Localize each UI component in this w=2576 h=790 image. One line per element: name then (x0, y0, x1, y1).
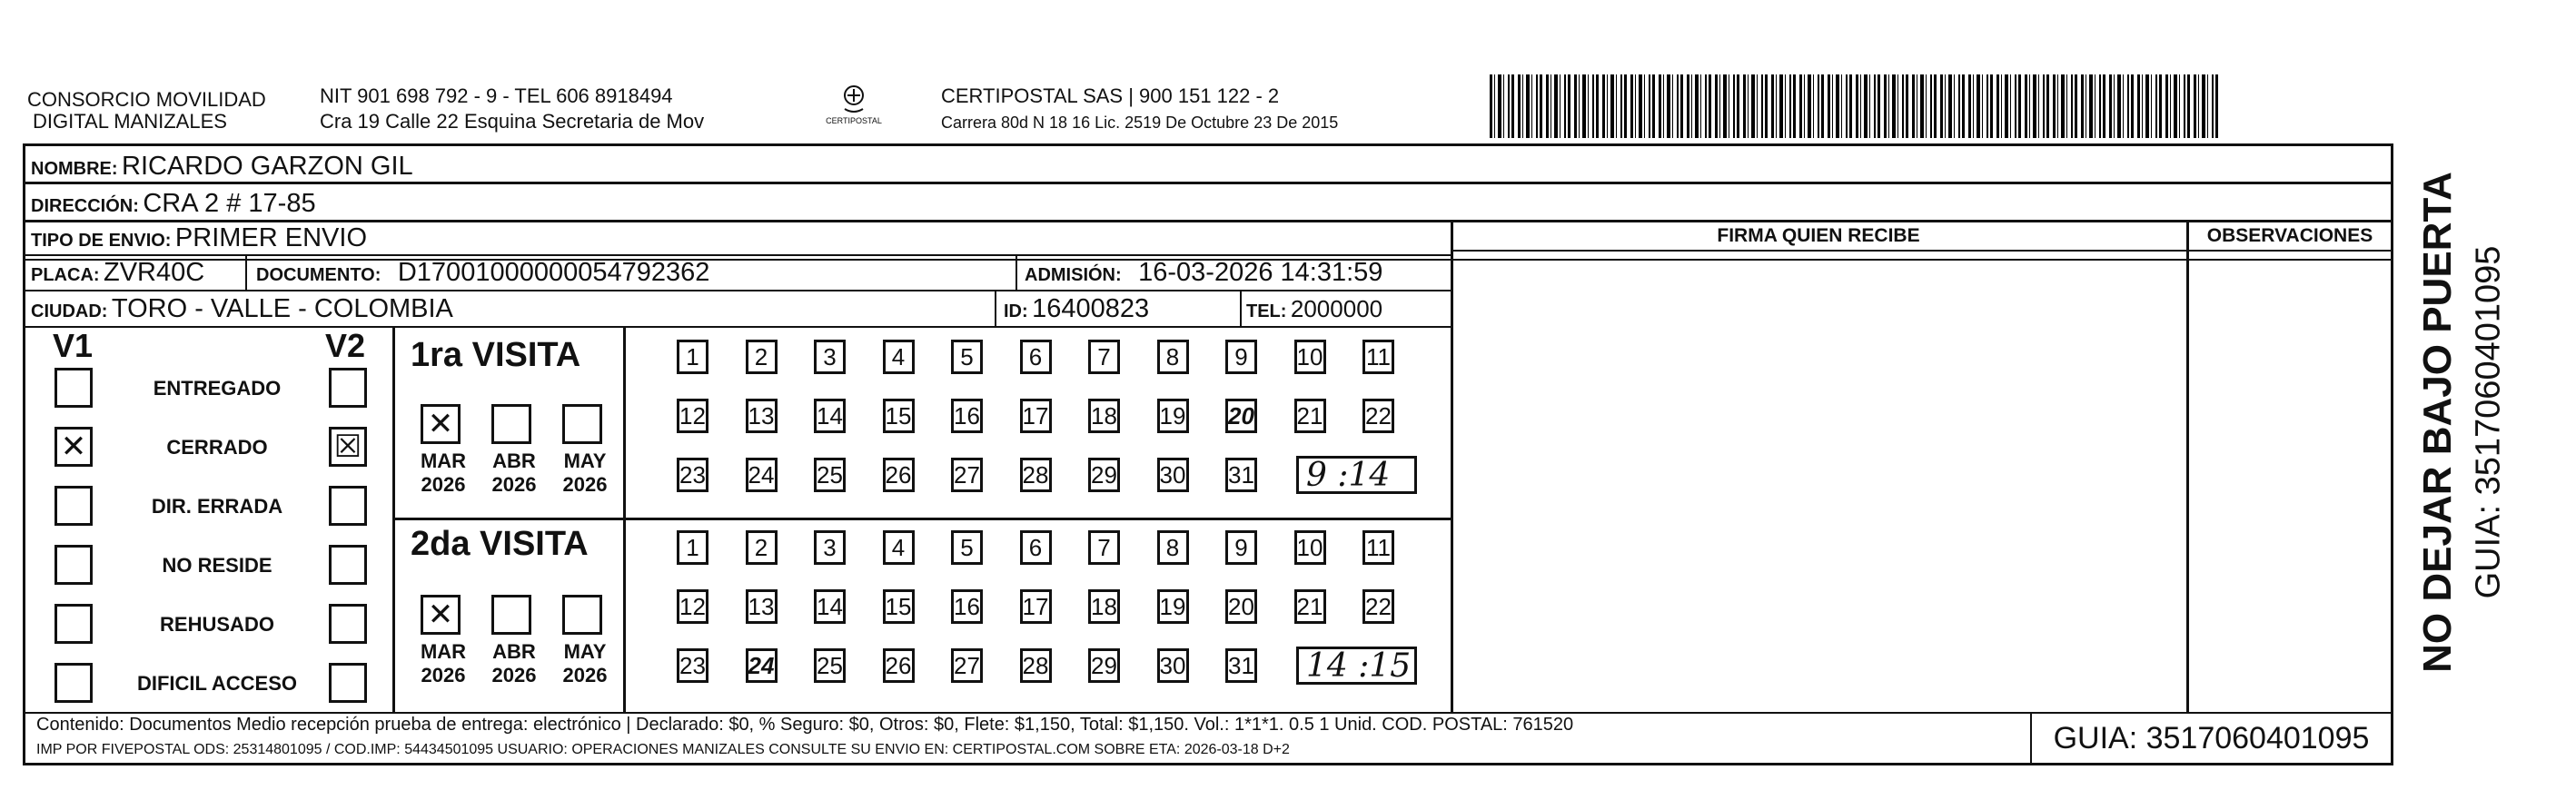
company-nit-tel: NIT 901 698 792 - 9 - TEL 606 8918494 (320, 84, 673, 107)
day-box[interactable]: 17 (1020, 589, 1052, 624)
day-box[interactable]: 18 (1088, 399, 1120, 433)
x-mark-icon: ✕ (60, 429, 87, 465)
courier-name: CERTIPOSTAL SAS | 900 151 122 - 2 (941, 84, 1280, 107)
month-checkbox[interactable] (421, 404, 461, 444)
id-row (1004, 290, 1149, 332)
day-box[interactable]: 15 (883, 589, 915, 624)
tel-label: TEL: (1246, 301, 1287, 321)
day-box[interactable]: 28 (1020, 648, 1052, 683)
day-box[interactable]: 6 (1020, 340, 1052, 374)
day-box[interactable]: 2 (746, 340, 778, 374)
day-box[interactable]: 4 (883, 530, 915, 565)
day-box[interactable]: 14 (814, 399, 846, 433)
v1-checkbox[interactable] (54, 663, 93, 703)
day-box[interactable]: 7 (1088, 340, 1120, 374)
tel-value: 2000000 (1290, 295, 1383, 322)
side-panel (2398, 145, 2571, 699)
year-label: 2026 (421, 473, 466, 496)
day-box[interactable]: 16 (951, 399, 983, 433)
day-box[interactable]: 22 (1362, 399, 1394, 433)
day-box[interactable]: 7 (1088, 530, 1120, 565)
observaciones-label: OBSERVACIONES (2206, 225, 2373, 246)
admision-label: ADMISIÓN: (1025, 265, 1122, 285)
day-box[interactable]: 1 (677, 340, 708, 374)
day-box[interactable]: 11 (1362, 530, 1394, 565)
v1-checkbox[interactable] (54, 545, 93, 585)
ciudad-row (31, 290, 453, 332)
month-checkbox[interactable] (491, 595, 531, 635)
day-box[interactable]: 31 (1225, 458, 1257, 492)
day-box[interactable]: 16 (951, 589, 983, 624)
year-label: 2026 (562, 664, 608, 686)
firma-label: FIRMA QUIEN RECIBE (1717, 225, 1920, 246)
month-checkbox[interactable] (562, 404, 602, 444)
month-label: MAR (420, 449, 467, 472)
day-box[interactable]: 27 (951, 648, 983, 683)
year-label: 2026 (491, 473, 537, 496)
v2-checkbox[interactable] (329, 663, 367, 703)
day-box[interactable]: 31 (1225, 648, 1257, 683)
day-box[interactable]: 9 (1225, 530, 1257, 565)
id-label: ID: (1004, 301, 1028, 321)
day-box[interactable]: 4 (883, 340, 915, 374)
day-box[interactable]: 29 (1088, 458, 1120, 492)
month-checkbox[interactable] (562, 595, 602, 635)
day-box[interactable]: 8 (1157, 340, 1189, 374)
day-box[interactable]: 18 (1088, 589, 1120, 624)
day-box[interactable]: 5 (951, 340, 983, 374)
x-mark-icon: ✕ (427, 406, 454, 442)
v2-checkbox[interactable] (329, 604, 367, 644)
month-label: MAR (420, 640, 467, 663)
placa-value: ZVR40C (104, 258, 205, 287)
day-box[interactable]: 26 (883, 458, 915, 492)
certipostal-logo-icon (822, 82, 886, 136)
day-box[interactable]: 6 (1020, 530, 1052, 565)
company-address: Cra 19 Calle 22 Esquina Secretaria de Mov (320, 110, 705, 133)
year-label: 2026 (562, 473, 608, 496)
x-mark-icon: ☒ (333, 429, 362, 465)
day-box[interactable]: 17 (1020, 399, 1052, 433)
second-visit-title: 2da VISITA (411, 525, 589, 563)
status-label: DIR. ERRADA (151, 495, 283, 518)
contenido-text: Contenido: Documentos Medio recepción prueba de entrega: electrónico | Declarado: $0, % Seguro: $0, Otros: $0, Flete: $1,150, Total: $1,150. Vol.: 1*1*1. 0.5 1 Unid. COD. POSTAL: 761520 (36, 715, 1574, 735)
day-box[interactable]: 24 (746, 648, 778, 683)
day-box[interactable]: 20 (1225, 399, 1257, 433)
handwritten-time: 9 :14 (1306, 457, 1391, 494)
day-box[interactable]: 10 (1294, 530, 1326, 565)
nombre-row (31, 147, 413, 190)
day-box[interactable]: 12 (677, 589, 708, 624)
time-box[interactable] (1296, 456, 1417, 494)
first-visit-title: 1ra VISITA (411, 336, 581, 374)
day-box[interactable]: 27 (951, 458, 983, 492)
barcode (1490, 74, 2218, 138)
status-label: NO RESIDE (162, 554, 272, 577)
day-box[interactable]: 13 (746, 399, 778, 433)
day-box[interactable]: 19 (1157, 589, 1189, 624)
certipostal-logo (822, 82, 886, 136)
v2-checkbox[interactable] (329, 486, 367, 526)
v1-header: V1 (53, 327, 94, 364)
day-box[interactable]: 24 (746, 458, 778, 492)
nombre-label: NOMBRE: (31, 159, 118, 179)
v2-checkbox[interactable] (329, 368, 367, 408)
status-label: DIFICIL ACCESO (136, 672, 297, 695)
ciudad-label: CIUDAD: (31, 301, 108, 321)
day-box[interactable]: 3 (814, 530, 846, 565)
company-name-line1: CONSORCIO MOVILIDAD (27, 88, 266, 111)
day-box[interactable]: 2 (746, 530, 778, 565)
day-box[interactable]: 28 (1020, 458, 1052, 492)
month-checkbox[interactable] (421, 595, 461, 635)
month-label: ABR (492, 640, 536, 663)
v1-checkbox[interactable] (54, 604, 93, 644)
v2-checkbox[interactable] (329, 427, 367, 467)
day-box[interactable]: 29 (1088, 648, 1120, 683)
v1-checkbox[interactable] (54, 486, 93, 526)
admision-value: 16-03-2026 14:31:59 (1138, 258, 1383, 287)
observaciones-area[interactable] (2189, 252, 2391, 711)
day-box[interactable]: 21 (1294, 399, 1326, 433)
nombre-value: RICARDO GARZON GIL (122, 152, 413, 181)
time-box[interactable] (1296, 647, 1417, 685)
signature-area[interactable] (1453, 261, 2185, 711)
day-box[interactable]: 12 (677, 399, 708, 433)
status-label: REHUSADO (160, 613, 274, 636)
company-name-line2: DIGITAL MANIZALES (33, 110, 227, 133)
day-box[interactable]: 10 (1294, 340, 1326, 374)
side-guia: GUIA: 3517060401095 (2469, 245, 2508, 599)
documento-label: DOCUMENTO: (256, 265, 381, 285)
logo-text: CERTIPOSTAL (826, 116, 882, 125)
x-mark-icon: ✕ (427, 597, 454, 633)
day-box[interactable]: 19 (1157, 399, 1189, 433)
day-box[interactable]: 14 (814, 589, 846, 624)
courier-address: Carrera 80d N 18 16 Lic. 2519 De Octubre 23 De 2015 (941, 114, 1339, 132)
day-box[interactable]: 15 (883, 399, 915, 433)
day-box[interactable]: 13 (746, 589, 778, 624)
day-box[interactable]: 11 (1362, 340, 1394, 374)
day-box[interactable]: 26 (883, 648, 915, 683)
tel-row (1246, 290, 1382, 332)
month-label: MAY (563, 640, 607, 663)
v1-checkbox[interactable] (54, 427, 93, 467)
status-label: ENTREGADO (153, 377, 282, 400)
day-box[interactable]: 9 (1225, 340, 1257, 374)
day-box[interactable]: 8 (1157, 530, 1189, 565)
day-box[interactable]: 1 (677, 530, 708, 565)
day-box[interactable]: 20 (1225, 589, 1257, 624)
tipo-envio-value: PRIMER ENVIO (174, 223, 368, 252)
imp-text: IMP POR FIVEPOSTAL ODS: 25314801095 / COD.IMP: 54434501095 USUARIO: OPERACIONES MANIZALES CONSULTE SU ENVIO EN: CERTIPOSTAL.COM SOBRE ETA: 2026-03-18 D+2 (36, 742, 1290, 757)
id-value: 16400823 (1032, 294, 1150, 323)
guia-footer: GUIA: 3517060401095 (2053, 721, 2370, 755)
v1-checkbox[interactable] (54, 368, 93, 408)
year-label: 2026 (421, 664, 466, 686)
day-box[interactable]: 30 (1157, 648, 1189, 683)
year-label: 2026 (491, 664, 537, 686)
day-box[interactable]: 25 (814, 458, 846, 492)
day-box[interactable]: 30 (1157, 458, 1189, 492)
ciudad-value: TORO - VALLE - COLOMBIA (111, 294, 453, 323)
direccion-value: CRA 2 # 17-85 (143, 189, 316, 218)
day-box[interactable]: 23 (677, 648, 708, 683)
day-box[interactable]: 21 (1294, 589, 1326, 624)
v2-header: V2 (325, 327, 366, 364)
day-box[interactable]: 3 (814, 340, 846, 374)
day-box[interactable]: 25 (814, 648, 846, 683)
day-box[interactable]: 22 (1362, 589, 1394, 624)
handwritten-time: 14 :15 (1306, 647, 1412, 685)
month-checkbox[interactable] (491, 404, 531, 444)
day-box[interactable]: 23 (677, 458, 708, 492)
tipo-envio-label: TIPO DE ENVIO: (31, 231, 172, 251)
status-label: CERRADO (166, 436, 268, 459)
direccion-label: DIRECCIÓN: (31, 196, 139, 216)
placa-label: PLACA: (31, 265, 100, 285)
documento-value: D17001000000054792362 (397, 258, 710, 287)
month-label: MAY (563, 449, 607, 472)
side-warning: NO DEJAR BAJO PUERTA (2415, 172, 2460, 673)
month-label: ABR (492, 449, 536, 472)
day-box[interactable]: 5 (951, 530, 983, 565)
v2-checkbox[interactable] (329, 545, 367, 585)
